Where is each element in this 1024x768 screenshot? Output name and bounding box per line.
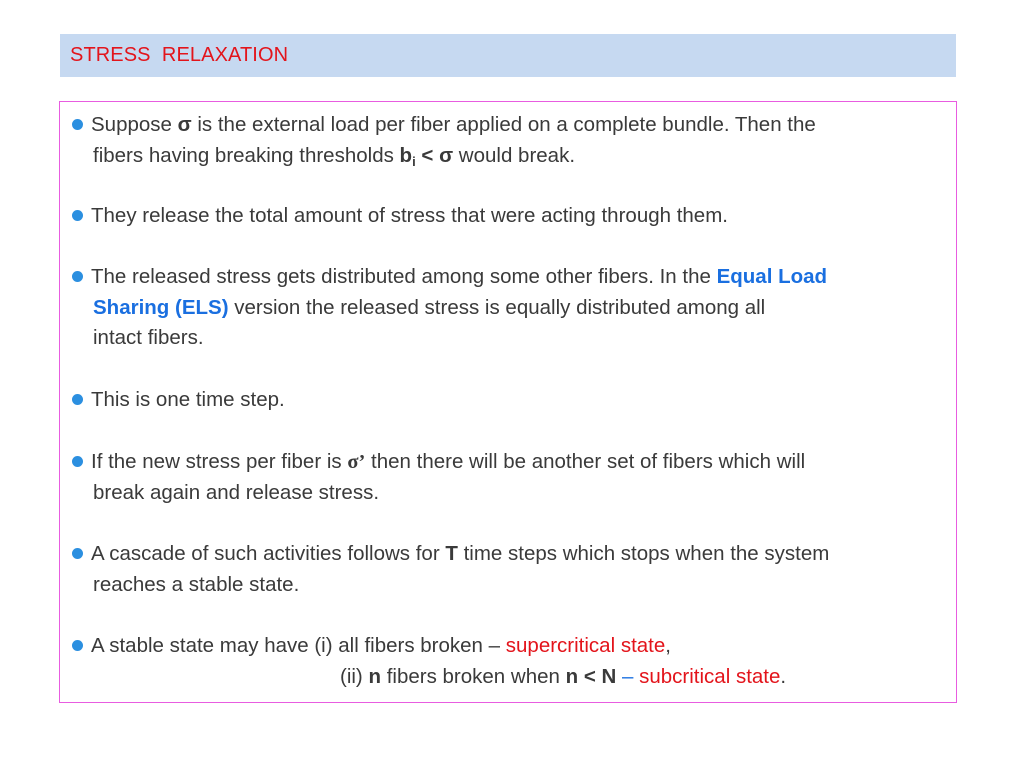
- els-term: Equal Load: [716, 265, 828, 288]
- bullet-dot-icon: [72, 210, 83, 221]
- sigma-symbol: σ: [177, 113, 192, 136]
- bullet-7: A stable state may have (i) all fibers broken – supercritical state, (ii) n fibers broken when n < N – subcritical state.: [72, 631, 946, 692]
- sigma-prime-symbol: σ’: [347, 451, 366, 473]
- bullet-1: Suppose σ is the external load per fiber applied on a complete bundle. Then the fibers having breaking thresholds $b_i < \sigma$ would break.: [72, 110, 946, 171]
- els-term-cont: Sharing (ELS): [93, 295, 229, 319]
- bullet-dot-icon: [72, 456, 83, 467]
- bullet-5: If the new stress per fiber is σ’ then there will be another set of fibers which will break again and release stress.: [72, 447, 946, 508]
- bullet-2: They release the total amount of stress that were acting through them.: [72, 201, 946, 232]
- bullet-6: A cascade of such activities follows for T time steps which stops when the system reaches a stable state.: [72, 539, 946, 600]
- bullet-4: This is one time step.: [72, 385, 946, 416]
- bullet-dot-icon: [72, 271, 83, 282]
- bullet-3: The released stress gets distributed among some other fibers. In the Equal Load Sharing (ELS) version the released stress is equally distributed among all intact fibers.: [72, 262, 946, 354]
- bullet-dot-icon: [72, 548, 83, 559]
- bullet-dot-icon: [72, 119, 83, 130]
- slide-title: STRESS RELAXATION: [70, 44, 289, 66]
- content-box: [59, 101, 957, 703]
- bullet-dot-icon: [72, 394, 83, 405]
- subcritical-term: subcritical state: [639, 664, 781, 688]
- title-bar: [60, 34, 956, 77]
- supercritical-term: supercritical state: [505, 634, 666, 657]
- bullet-dot-icon: [72, 640, 83, 651]
